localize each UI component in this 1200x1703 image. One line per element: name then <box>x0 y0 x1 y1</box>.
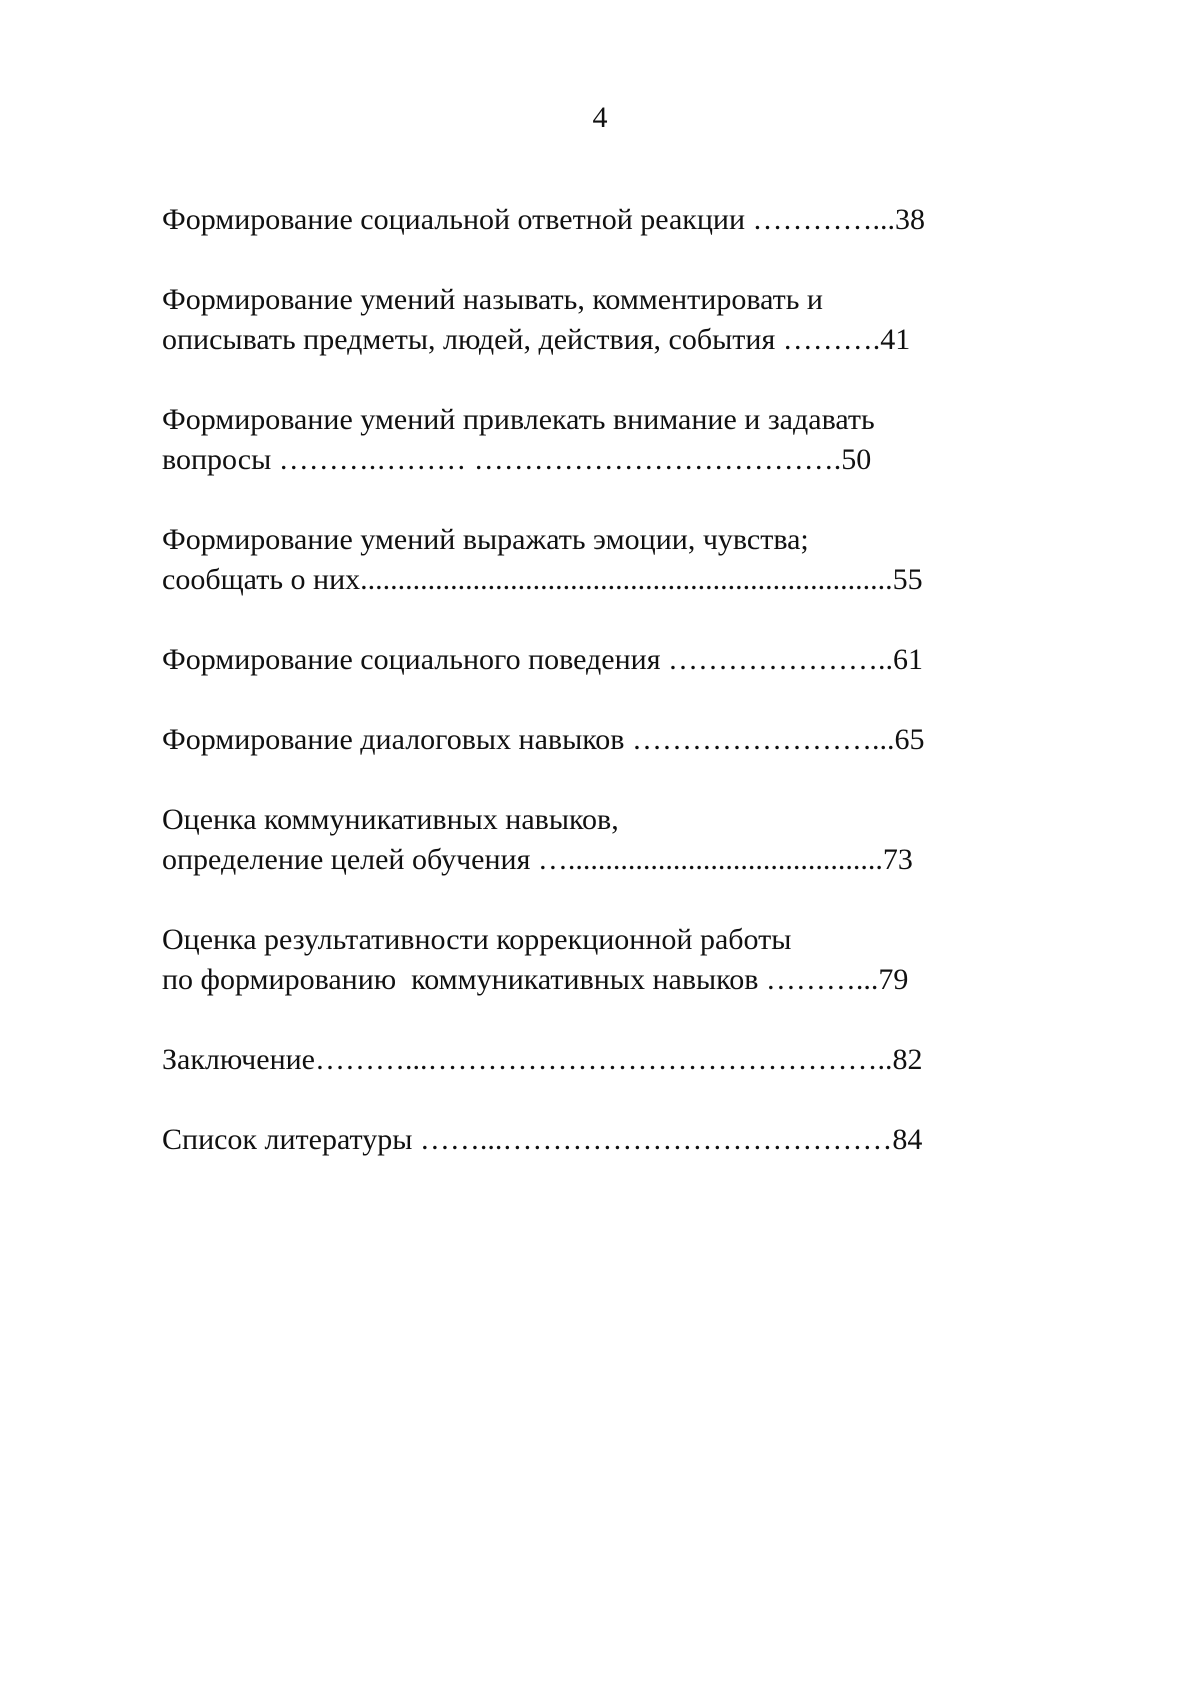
toc-entry <box>162 520 1062 600</box>
toc-entry <box>162 1040 1062 1080</box>
toc-entry-text: Формирование умений привлекать внимание и задавать <box>162 403 875 436</box>
table-of-contents <box>162 200 1062 1200</box>
page-number: 4 <box>592 101 608 134</box>
toc-entry-text: вопросы ……….……… ……………………………….50 <box>162 443 872 476</box>
toc-entry <box>162 920 1062 1000</box>
toc-entry <box>162 640 1062 680</box>
toc-entry-text: Формирование умений называть, комментировать и <box>162 283 823 316</box>
toc-entry <box>162 400 1062 480</box>
toc-entry <box>162 280 1062 360</box>
toc-entry-text: Формирование диалоговых навыков ……………………...65 <box>162 723 925 756</box>
toc-entry-text: Оценка коммуникативных навыков, <box>162 803 619 836</box>
toc-entry <box>162 720 1062 760</box>
toc-entry-text: Формирование умений выражать эмоции, чувства; <box>162 523 809 556</box>
toc-entry-text: Список литературы ……...…………………………………84 <box>162 1123 923 1156</box>
toc-entry-text: Формирование социальной ответной реакции …………...38 <box>162 203 926 236</box>
toc-entry-text: по формированию коммуникативных навыков ………...79 <box>162 963 909 996</box>
toc-entry-text: Формирование социального поведения …………………..61 <box>162 643 924 676</box>
toc-entry <box>162 200 1062 240</box>
toc-entry-text: описывать предметы, людей, действия, события ……….41 <box>162 323 911 356</box>
toc-entry-text: Заключение………...………………………………………..82 <box>162 1043 923 1076</box>
toc-entry-text: определение целей обучения …..........................................73 <box>162 843 913 876</box>
toc-entry <box>162 800 1062 880</box>
toc-entry-text: сообщать о них.......................................................................55 <box>162 563 923 596</box>
toc-entry <box>162 1120 1062 1160</box>
toc-entry-text: Оценка результативности коррекционной работы <box>162 923 792 956</box>
